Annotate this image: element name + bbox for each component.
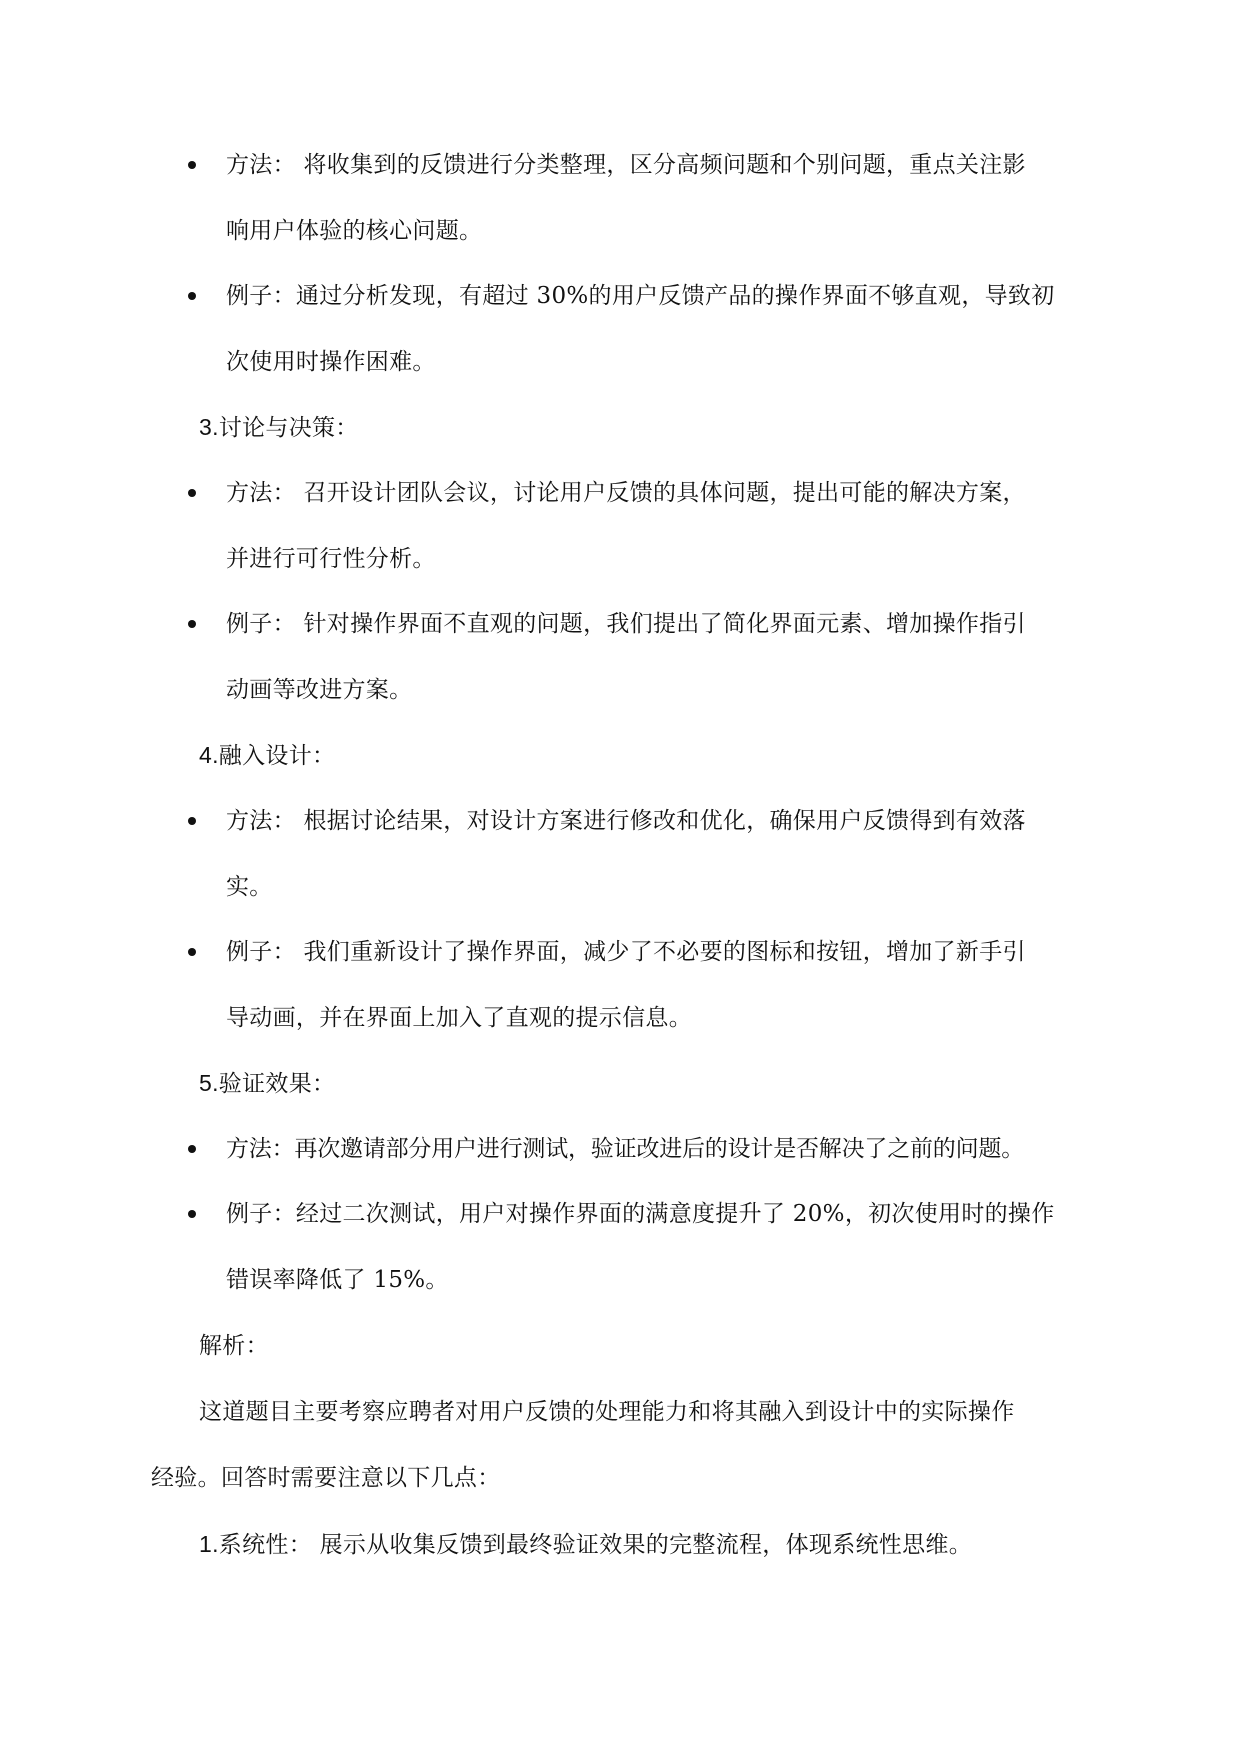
bullet-8-line-1: 例子：经过二次测试，用户对操作界面的满意度提升了 20%，初次使用时的操作 (226, 1201, 1055, 1227)
heading-number: 4. (199, 742, 219, 768)
bullet-3-line-2: 并进行可行性分析。 (226, 546, 436, 572)
bullet-1-line-2: 响用户体验的核心问题。 (226, 218, 483, 244)
bullet-1-line-1: 方法： 将收集到的反馈进行分类整理，区分高频问题和个别问题，重点关注影 (226, 152, 1026, 178)
bullet-dot (188, 489, 196, 497)
paragraph-line-1: 这道题目主要考察应聘者对用户反馈的处理能力和将其融入到设计中的实际操作 (199, 1399, 1015, 1425)
bullet-3-line-1: 方法： 召开设计团队会议，讨论用户反馈的具体问题，提出可能的解决方案， (226, 480, 1026, 506)
bullet-dot (188, 620, 196, 628)
section-heading-5 (199, 1068, 335, 1099)
bullet-dot (188, 292, 196, 300)
point-text: 系统性： 展示从收集反馈到最终验证效果的完整流程，体现系统性思维。 (218, 1532, 973, 1558)
heading-text: 讨论与决策： (218, 415, 359, 441)
section-heading-3 (199, 412, 359, 443)
bullet-7-line-1: 方法：再次邀请部分用户进行测试，验证改进后的设计是否解决了之前的问题。 (226, 1136, 1025, 1162)
bullet-4-line-1: 例子： 针对操作界面不直观的问题，我们提出了简化界面元素、增加操作指引 (226, 611, 1026, 637)
bullet-dot (188, 161, 196, 169)
paragraph-line-2: 经验。回答时需要注意以下几点： (151, 1465, 501, 1491)
heading-text: 融入设计： (218, 743, 336, 769)
bullet-5-line-1: 方法： 根据讨论结果，对设计方案进行修改和优化，确保用户反馈得到有效落 (226, 808, 1026, 834)
bullet-dot (188, 948, 196, 956)
bullet-dot (188, 1210, 196, 1218)
heading-number: 5. (199, 1070, 219, 1096)
bullet-6-line-2: 导动画，并在界面上加入了直观的提示信息。 (226, 1005, 692, 1031)
heading-number: 3. (199, 414, 219, 440)
section-heading-4 (199, 740, 335, 771)
bullet-dot (188, 817, 196, 825)
bullet-2-line-2: 次使用时操作困难。 (226, 349, 436, 375)
bullet-dot (188, 1145, 196, 1153)
bullet-6-line-1: 例子： 我们重新设计了操作界面，减少了不必要的图标和按钮，增加了新手引 (226, 939, 1026, 965)
bullet-2-line-1: 例子：通过分析发现，有超过 30%的用户反馈产品的操作界面不够直观，导致初 (226, 283, 1055, 309)
analysis-label: 解析： (199, 1333, 269, 1359)
heading-text: 验证效果： (218, 1071, 336, 1097)
bullet-5-line-2: 实。 (226, 874, 273, 900)
bullet-4-line-2: 动画等改进方案。 (226, 677, 413, 703)
bullet-8-line-2: 错误率降低了 15%。 (226, 1267, 449, 1293)
point-number: 1. (199, 1531, 219, 1557)
point-1 (199, 1529, 972, 1560)
